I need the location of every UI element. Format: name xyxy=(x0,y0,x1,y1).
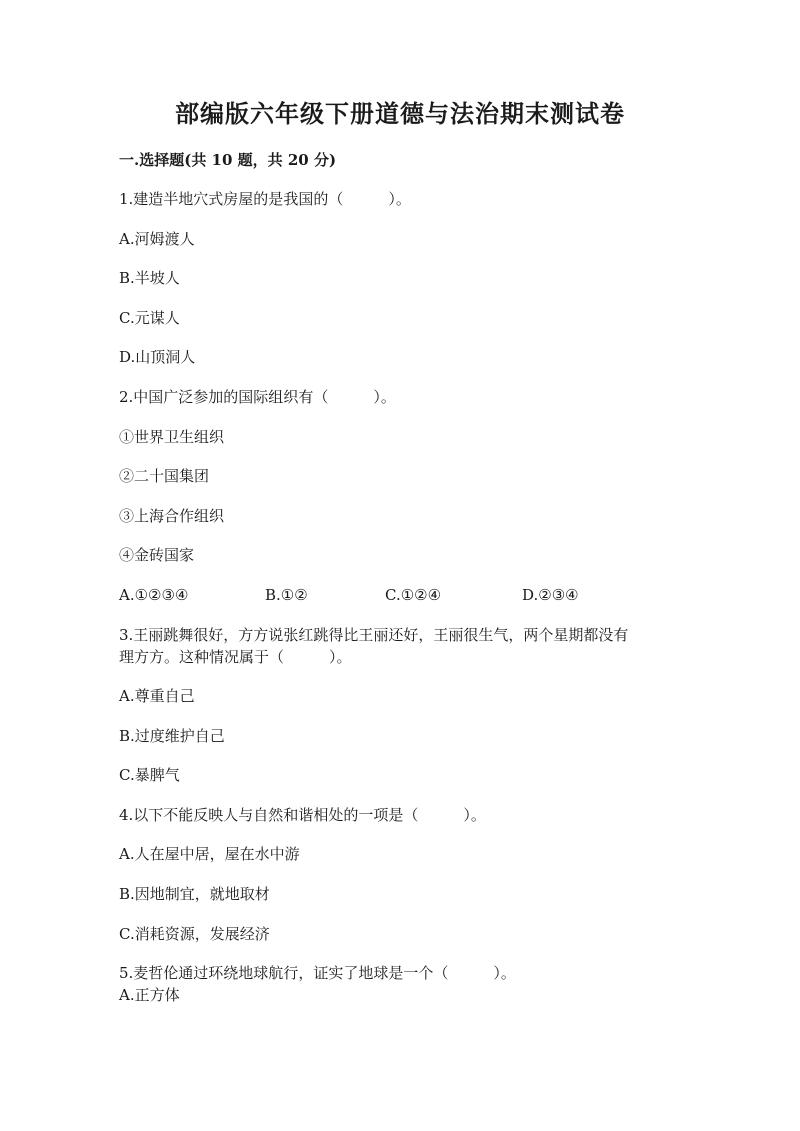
question-3-option-b: B.过度维护自己 xyxy=(119,727,225,745)
question-1-option-b: B.半坡人 xyxy=(119,269,180,287)
question-2-option-a: A.①②③④ xyxy=(119,586,189,604)
question-3-stem-line-1: 3.王丽跳舞很好，方方说张红跳得比王丽还好，王丽很生气，两个星期都没有 xyxy=(119,626,629,644)
question-4-option-a: A.人在屋中居，屋在水中游 xyxy=(119,845,300,863)
section-heading: 一.选择题(共 10 题，共 20 分) xyxy=(119,151,337,169)
question-2-item-1: ①世界卫生组织 xyxy=(119,428,225,446)
question-1-stem: 1.建造半地穴式房屋的是我国的（ ）。 xyxy=(119,190,411,208)
question-4-stem: 4.以下不能反映人与自然和谐相处的一项是（ ）。 xyxy=(119,806,486,824)
question-5-stem: 5.麦哲伦通过环绕地球航行，证实了地球是一个（ ）。 xyxy=(119,964,516,982)
question-4-option-b: B.因地制宜，就地取材 xyxy=(119,885,270,903)
question-2-option-d: D.②③④ xyxy=(522,586,579,604)
question-1-option-d: D.山顶洞人 xyxy=(119,348,196,366)
question-2-item-2: ②二十国集团 xyxy=(119,467,210,485)
question-2-item-3: ③上海合作组织 xyxy=(119,507,225,525)
question-2-option-b: B.①② xyxy=(265,586,308,604)
question-4-option-c: C.消耗资源，发展经济 xyxy=(119,925,270,943)
question-3-option-a: A.尊重自己 xyxy=(119,687,195,705)
question-3-option-c: C.暴脾气 xyxy=(119,766,180,784)
page-title: 部编版六年级下册道德与法治期末测试卷 xyxy=(175,99,625,128)
question-3-stem-line-2: 理方方。这种情况属于（ ）。 xyxy=(119,648,352,666)
question-5-option-a: A.正方体 xyxy=(119,986,180,1004)
question-1-option-a: A.河姆渡人 xyxy=(119,230,195,248)
question-1-option-c: C.元谋人 xyxy=(119,309,180,327)
question-2-item-4: ④金砖国家 xyxy=(119,546,195,564)
question-2-option-c: C.①②④ xyxy=(385,586,442,604)
question-2-stem: 2.中国广泛参加的国际组织有（ ）。 xyxy=(119,388,396,406)
